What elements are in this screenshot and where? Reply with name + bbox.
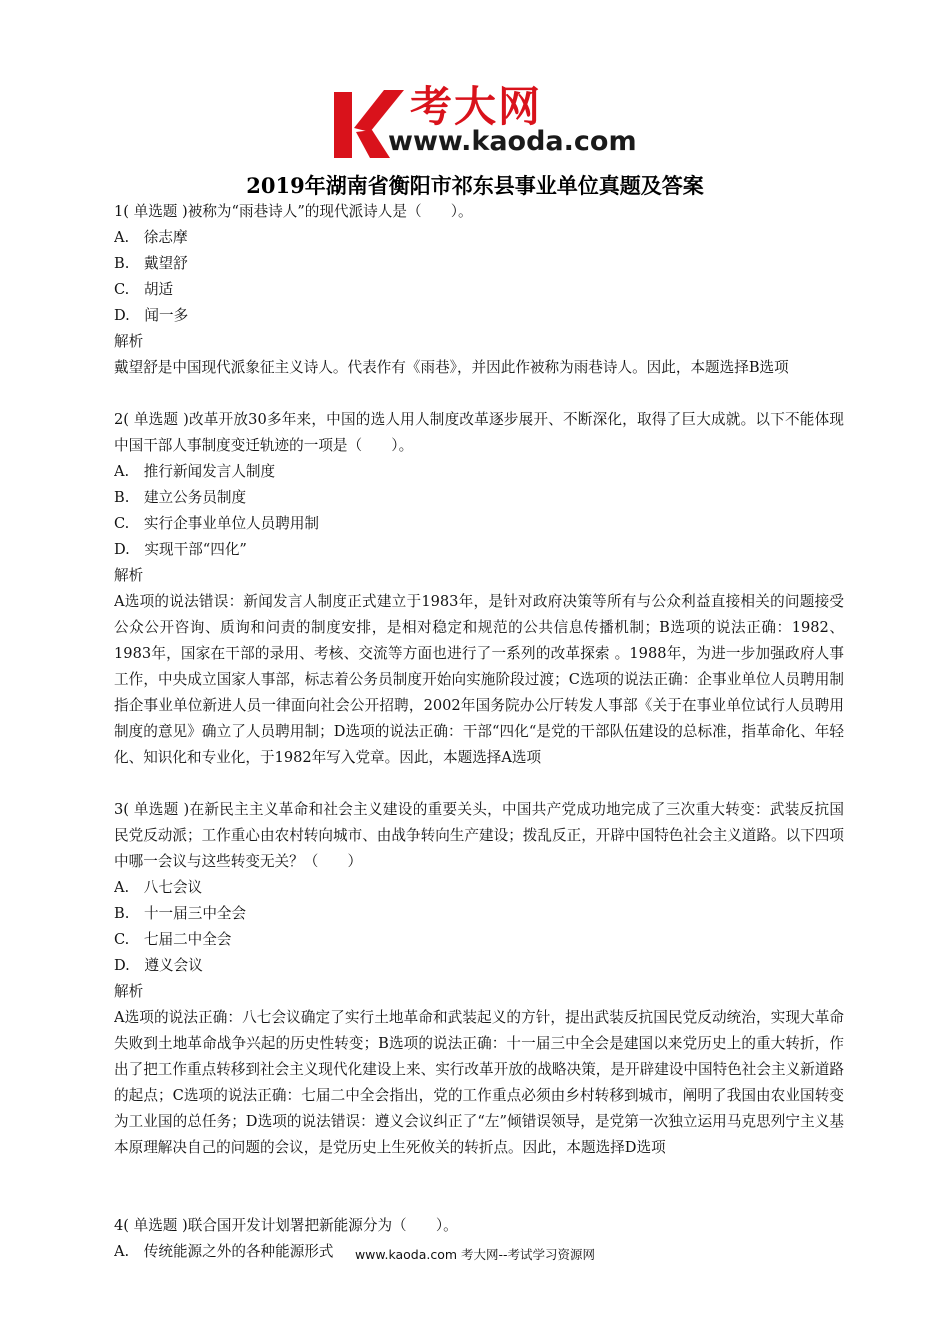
question-list [114,199,844,1265]
option-d: D. 闻一多 [114,307,189,324]
option-d: D. 遵义会议 [114,957,203,974]
option-b: B. 建立公务员制度 [114,489,247,506]
option-c: C. 胡适 [114,281,174,298]
brand-url[interactable]: www.kaoda.com [388,126,637,157]
site-logo[interactable] [330,82,660,162]
document-title: 2019年湖南省衡阳市祁东县事业单位真题及答案 [246,173,704,198]
option-a: A. 传统能源之外的各种能源形式 [114,1243,334,1260]
analysis-label: 解析 [114,567,144,584]
question-stem: 4( 单选题 )联合国开发计划署把新能源分为（ ）。 [114,1217,458,1234]
question-stem: 2( 单选题 )改革开放30多年来，中国的选人用人制度改革逐步展开、不断深化，取得了巨大成就。以下不能体现中国干部人事制度变迁轨迹的一项是（ ）。 [114,411,844,454]
option-b: B. 戴望舒 [114,255,188,272]
analysis-text: A选项的说法正确：八七会议确定了实行土地革命和武装起义的方针，提出武装反抗国民党反动统治，实现大革命失败到土地革命战争兴起的历史性转变；B选项的说法正确：十一届三中全会是建国以来党历史上的重大转折，作出了把工作重点转移到社会主义现代化建设上来、实行改革开放的战略决策，是开辟建设中国特色社会主义新道路的起点；C选项的说法正确：七届二中全会指出，党的工作重点必须由乡村转移到城市，阐明了我国由农业国转变为工业国的总任务；D选项的说法错误：遵义会议纠正了“左”倾错误领导，是党第一次独立运用马克思列宁主义基本原理解决自己的问题的会议，是党历史上生死攸关的转折点。因此，本题选择D选项 [114,1009,844,1156]
brand-name: 考大网 [410,82,543,131]
question-stem: 1( 单选题 )被称为“雨巷诗人”的现代派诗人是（ ）。 [114,203,473,220]
analysis-label: 解析 [114,983,144,1000]
option-a: A. 徐志摩 [114,229,188,246]
option-d: D. 实现干部“四化” [114,541,247,558]
option-c: C. 七届二中全会 [114,931,232,948]
option-a: A. 推行新闻发言人制度 [114,463,276,480]
option-a: A. 八七会议 [114,879,203,896]
option-c: C. 实行企事业单位人员聘用制 [114,515,320,532]
analysis-text: A选项的说法错误：新闻发言人制度正式建立于1983年，是针对政府决策等所有与公众利益直接相关的问题接受公众公开咨询、质询和问责的制度安排，是相对稳定和规范的公共信息传播机制；B选项的说法正确：1982、1983年，国家在干部的录用、考核、交流等方面也进行了一系列的改革探索 。1988年，为进一步加强政府人事工作，中央成立国家人事部，标志着公务员制度开始向实施阶段过渡；C选项的说法正确：企事业单位人员聘用制指企事业单位新进人员一律面向社会公开招聘，2002年国务院办公厅转发人事部《关于在事业单位试行人员聘用制度的意见》确立了人员聘用制；D选项的说法正确：干部“四化“是党的干部队伍建设的总标准，指革命化、年轻化、知识化和专业化，于1982年写入党章。因此，本题选择A选项 [114,593,844,766]
question-stem: 3( 单选题 )在新民主主义革命和社会主义建设的重要关头，中国共产党成功地完成了三次重大转变：武装反抗国民党反动派；工作重心由农村转向城市、由战争转向生产建设；拨乱反正，开辟中国特色社会主义道路。以下四项中哪一会议与这些转变无关？（ ） [114,801,844,870]
analysis-text: 戴望舒是中国现代派象征主义诗人。代表作有《雨巷》，并因此作被称为雨巷诗人。因此，本题选择B选项 [114,359,789,376]
option-b: B. 十一届三中全会 [114,905,247,922]
analysis-label: 解析 [114,333,144,350]
page-footer: www.kaoda.com 考大网--考试学习资源网 [354,1247,596,1262]
